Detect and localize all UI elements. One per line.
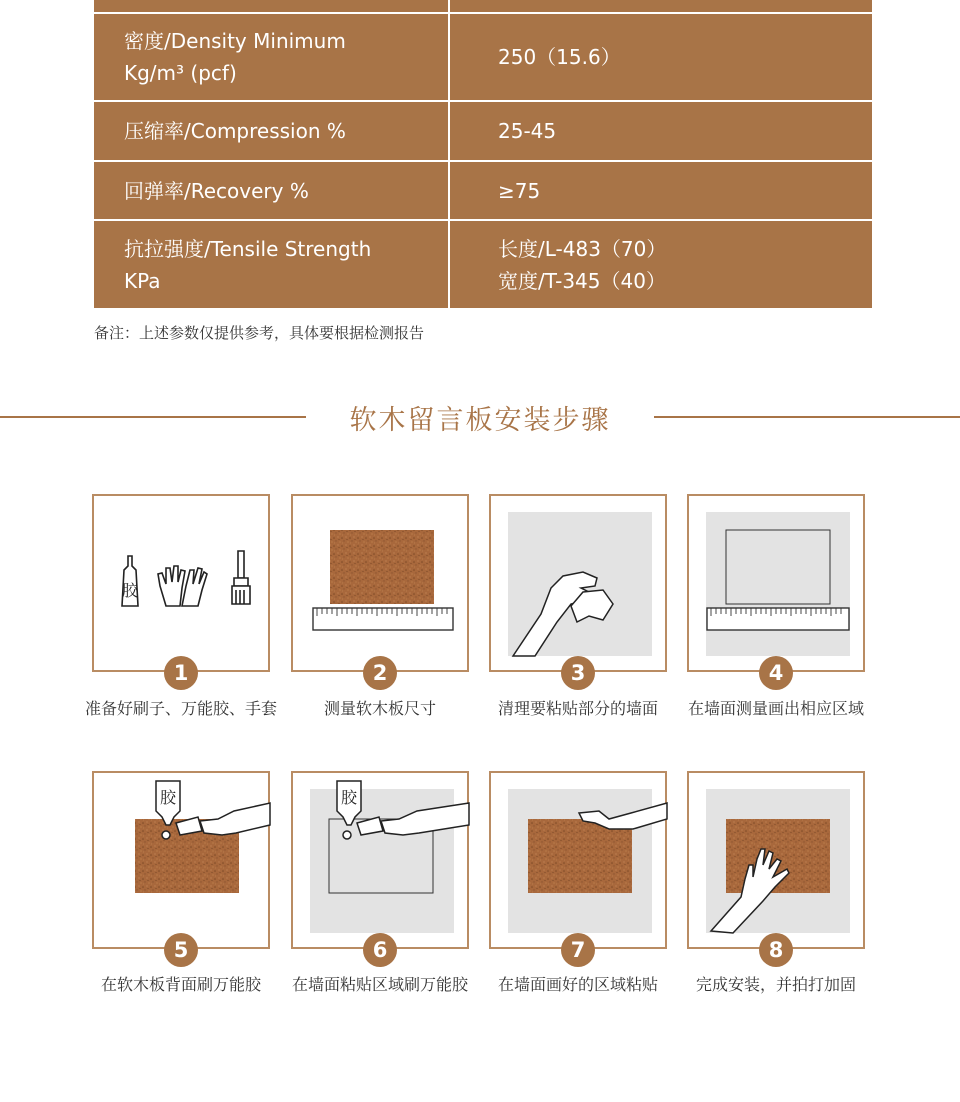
brush-icon (232, 551, 250, 604)
step-2-illustration (291, 494, 469, 672)
step-1-illustration (92, 494, 270, 672)
section-title: 软木留言板安装步骤 (349, 405, 611, 436)
spec-label: 压缩率/Compression % (124, 119, 346, 143)
step-caption: 清理要粘贴部分的墙面 (497, 699, 658, 718)
glue-wall-illustration (293, 773, 471, 951)
step-number-badge: 1 (164, 656, 198, 690)
spec-value: 250（15.6） (498, 45, 621, 69)
spec-table (94, 0, 872, 308)
step-caption: 在墙面粘贴区域刷万能胶 (291, 975, 468, 994)
press-board-illustration (689, 773, 867, 951)
step-caption: 在墙面画好的区域粘贴 (497, 975, 658, 994)
cork-board (528, 819, 632, 893)
step-7-illustration (489, 771, 667, 949)
step-8-illustration (687, 771, 865, 949)
spec-row-tensile (94, 221, 872, 308)
ruler-icon (313, 608, 453, 630)
step-number-badge: 2 (363, 656, 397, 690)
mark-wall-illustration (689, 496, 867, 674)
glue-board-illustration (94, 773, 272, 951)
spec-note: 备注：上述参数仅提供参考，具体要根据检测报告 (94, 324, 425, 342)
spec-label-unit: Kg/m³ (pcf) (124, 61, 237, 85)
glue-label: 胶 (340, 788, 358, 807)
step-number-badge: 8 (759, 933, 793, 967)
step-6-illustration (291, 771, 469, 949)
clean-wall-illustration (491, 496, 669, 674)
paste-board-illustration (491, 773, 669, 951)
step-caption: 完成安装，并拍打加固 (695, 975, 856, 994)
step-number-badge: 7 (561, 933, 595, 967)
cork-board (330, 530, 434, 604)
spec-row-compression (94, 102, 872, 162)
glue-label: 胶 (159, 788, 177, 807)
spec-label: 回弹率/Recovery % (124, 178, 309, 203)
spec-value: 长度/L-483（70） (498, 236, 667, 261)
hand-with-brush-icon (176, 803, 270, 835)
measure-board-illustration (293, 496, 471, 674)
spec-row-recovery (94, 162, 872, 221)
step-5-illustration (92, 771, 270, 949)
section-divider-right (654, 416, 960, 418)
step-number-badge: 4 (759, 656, 793, 690)
section-divider-left (0, 416, 306, 418)
step-number-badge: 3 (561, 656, 595, 690)
spec-label: 抗拉强度/Tensile Strength (124, 236, 372, 261)
step-4-illustration (687, 494, 865, 672)
spec-value: ≥75 (498, 178, 541, 203)
spec-row-density (94, 14, 872, 102)
step-3-illustration (489, 494, 667, 672)
step-caption: 准备好刷子、万能胶、手套 (84, 699, 277, 718)
step-caption: 测量软木板尺寸 (323, 699, 436, 718)
spec-value: 宽度/T-345（40） (498, 268, 666, 293)
step-number-badge: 5 (164, 933, 198, 967)
step-caption: 在软木板背面刷万能胶 (100, 975, 261, 994)
gloves-icon (158, 566, 207, 606)
step-number-badge: 6 (363, 933, 397, 967)
wall-area (706, 512, 850, 656)
glue-label: 胶 (121, 581, 139, 600)
step-caption: 在墙面测量画出相应区域 (687, 699, 864, 718)
spec-label: 密度/Density Minimum (124, 29, 346, 53)
spec-value: 25-45 (498, 119, 557, 143)
spec-label-unit: KPa (124, 268, 161, 293)
spec-row-top (94, 0, 872, 14)
ruler-icon (707, 608, 849, 630)
tools-illustration (94, 496, 272, 674)
